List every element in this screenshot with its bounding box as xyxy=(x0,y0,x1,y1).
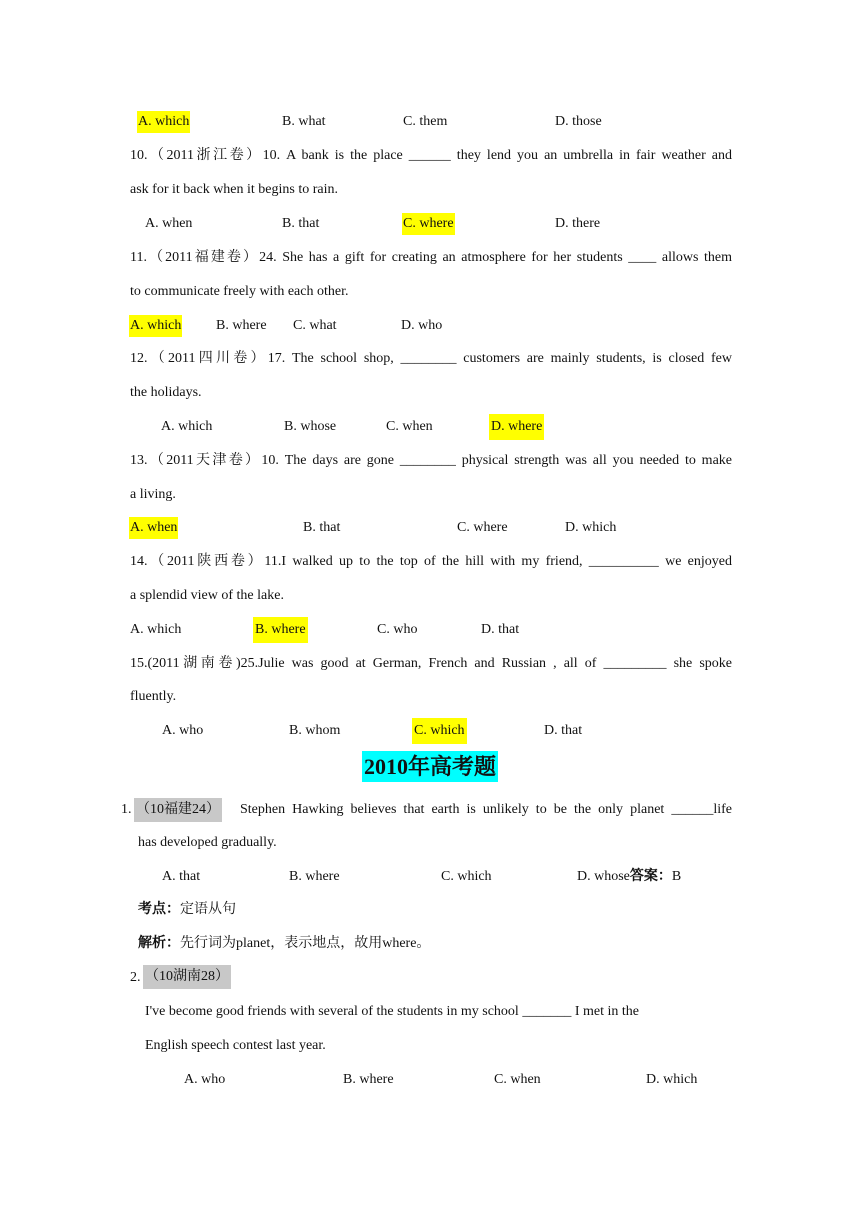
q15-option-c: C. which xyxy=(412,718,467,744)
q12-option-c: C. when xyxy=(386,419,433,434)
p1-number: 1. xyxy=(121,802,132,817)
q9-option-d: D. those xyxy=(555,114,602,129)
p1-option-a: A. that xyxy=(162,869,201,884)
p1-source-tag: （10福建24） xyxy=(134,798,222,822)
q11-stem-line1: 11.（2011福建卷）24. She has a gift for creating an atmosphere for her students ____ allows them xyxy=(130,250,732,265)
q13-stem-line1: 13.（2011天津卷）10. The days are gone ________ physical strength was all you needed to make xyxy=(130,453,732,468)
q13-stem-line2: a living. xyxy=(130,487,176,502)
q13-option-b: B. that xyxy=(303,520,341,535)
q12-option-b: B. whose xyxy=(284,419,337,434)
p1-jiexi-label: 解析： xyxy=(138,936,180,951)
q11-stem-line2: to communicate freely with each other. xyxy=(130,284,349,299)
q11-option-c: C. what xyxy=(293,318,337,333)
p2-stem-line2: English speech contest last year. xyxy=(145,1038,326,1053)
p2-option-d: D. which xyxy=(646,1072,698,1087)
q15-stem-line1: 15.(2011湖南卷)25.Julie was good at German, French and Russian , all of _________ she spoke xyxy=(130,656,732,671)
q13-option-d: D. which xyxy=(565,520,617,535)
p2-option-a: A. who xyxy=(184,1072,226,1087)
p1-option-d-answer xyxy=(577,867,681,887)
p1-stem-line2: has developed gradually. xyxy=(138,835,277,850)
p2-number: 2. xyxy=(130,970,141,985)
q15-stem-line2: fluently. xyxy=(130,689,177,704)
p1-option-d: D. whose xyxy=(577,869,630,884)
q13-option-a: A. when xyxy=(129,517,178,539)
p2-option-b: B. where xyxy=(343,1072,394,1087)
q11-option-b: B. where xyxy=(216,318,267,333)
q14-option-a: A. which xyxy=(130,622,182,637)
q12-stem-line2: the holidays. xyxy=(130,385,202,400)
section-heading: 2010年高考题 xyxy=(362,751,498,782)
p2-stem-line1: I've become good friends with several of the students in my school _______ I met in the xyxy=(145,1004,639,1019)
q10-option-a: A. when xyxy=(145,216,193,231)
p1-kaodian: 定语从句 xyxy=(180,902,236,917)
q14-option-d: D. that xyxy=(481,622,520,637)
q10-option-c: C. where xyxy=(402,213,455,235)
p2-source-tag: （10湖南28） xyxy=(143,965,231,989)
p1-option-b: B. where xyxy=(289,869,340,884)
p2-option-c: C. when xyxy=(494,1072,541,1087)
p1-answer: B xyxy=(671,869,682,884)
q12-option-a: A. which xyxy=(161,419,213,434)
q11-option-d: D. who xyxy=(401,318,443,333)
p1-kaodian-line xyxy=(138,900,236,920)
p1-answer-label: 答案： xyxy=(629,869,672,884)
q9-option-c: C. them xyxy=(403,114,448,129)
q11-option-a: A. which xyxy=(129,315,182,337)
q12-option-d: D. where xyxy=(489,414,544,440)
section-heading-wrap xyxy=(0,752,860,782)
q15-option-a: A. who xyxy=(162,723,204,738)
p1-stem-line1: Stephen Hawking believes that earth is unlikely to be the only planet ______life xyxy=(240,802,732,817)
q10-stem-line2: ask for it back when it begins to rain. xyxy=(130,182,339,197)
q14-stem-line1: 14.（2011陕西卷）11.I walked up to the top of the hill with my friend, __________ we enjoyed xyxy=(130,554,732,569)
q10-stem-line1: 10.（2011浙江卷）10. A bank is the place ______ they lend you an umbrella in fair weather and xyxy=(130,148,732,163)
q9-option-b: B. what xyxy=(282,114,326,129)
p1-option-c: C. which xyxy=(441,869,492,884)
q10-option-b: B. that xyxy=(282,216,320,231)
p1-jiexi-line xyxy=(138,934,430,954)
q14-option-b: B. where xyxy=(253,617,308,643)
p1-jiexi: 先行词为planet，表示地点，故用where。 xyxy=(180,936,431,951)
q14-option-c: C. who xyxy=(377,622,418,637)
q15-option-b: B. whom xyxy=(289,723,341,738)
q15-option-d: D. that xyxy=(544,723,583,738)
q14-stem-line2: a splendid view of the lake. xyxy=(130,588,284,603)
q12-stem-line1: 12.（2011四川卷）17. The school shop, ________ customers are mainly students, is closed few xyxy=(130,351,732,366)
p1-kaodian-label: 考点： xyxy=(138,902,180,917)
q10-option-d: D. there xyxy=(555,216,601,231)
q9-option-a: A. which xyxy=(137,111,190,133)
q13-option-c: C. where xyxy=(457,520,508,535)
